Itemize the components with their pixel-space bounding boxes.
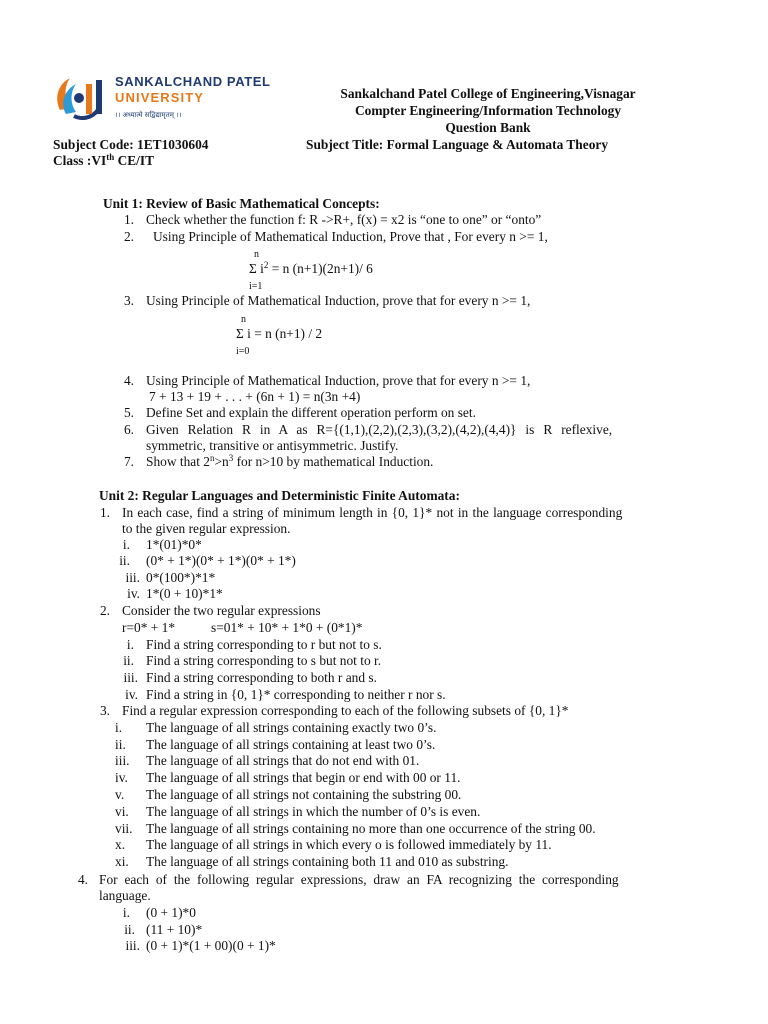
unit1-q6-line2: symmetric, transitive or antisymmetric. Justify. — [146, 438, 399, 453]
unit2-q1-item-text: 1*(0 + 10)*1* — [146, 586, 223, 601]
unit1-title: Unit 1: Review of Basic Mathematical Concepts: — [103, 196, 380, 211]
unit2-q3-number: 3. — [99, 703, 110, 718]
unit2-q4-item-text: (11 + 10)* — [146, 922, 203, 937]
unit2-q3-item-text: The language of all strings that begin or end with 00 or 11. — [146, 770, 461, 785]
class-label: Class :VIth CE/IT — [53, 152, 155, 168]
unit2-q2-item-number: iv. — [125, 687, 138, 702]
unit2-q1-item-number: i. — [122, 537, 130, 552]
logo-name-line2: UNIVERSITY — [115, 90, 205, 105]
unit2-q3-item-text: The language of all strings containing no more than one occurrence of the string 00. — [146, 821, 596, 836]
unit2-q4-number: 4. — [77, 872, 88, 887]
unit1-q5-number: 5. — [123, 405, 134, 420]
unit2-q2-text: Consider the two regular expressions — [122, 603, 321, 618]
unit2-q2-item-text: Find a string in {0, 1}* corresponding to neither r nor s. — [146, 687, 446, 702]
unit1-q4-number: 4. — [123, 373, 134, 388]
unit2-q1-line2: to the given regular expression. — [122, 521, 291, 536]
unit2-q2-item-number: i. — [126, 637, 134, 652]
unit2-q4-line1: For each of the following regular expressions, draw an FA recognizing the corresponding — [99, 872, 619, 887]
unit2-q3-item-text: The language of all strings in which every o is followed immediately by 11. — [146, 837, 552, 852]
unit2-q2-r: r=0* + 1* — [122, 620, 176, 635]
unit1-q2-number: 2. — [123, 229, 134, 244]
unit1-q3-sum: Σ i = n (n+1) / 2 — [236, 326, 323, 341]
unit2-q1-item-text: 1*(01)*0* — [146, 537, 202, 552]
logo-emblem-icon — [52, 70, 114, 126]
unit2-q4-item-text: (0 + 1)*(1 + 00)(0 + 1)* — [146, 938, 276, 953]
unit2-q3-item-number: iv. — [115, 770, 128, 785]
unit2-q1-item-text: 0*(100*)*1* — [146, 570, 216, 585]
unit2-q3-item-text: The language of all strings in which the number of 0’s is even. — [146, 804, 481, 819]
unit1-q7-text: Show that $2^n>n^3$ for n>10 by mathematical Induction. — [146, 453, 434, 469]
unit2-q1-line1: In each case, find a string of minimum length in {0, 1}* not in the language corresponding — [122, 505, 623, 520]
unit2-q2-number: 2. — [99, 603, 110, 618]
unit1-q5-text: Define Set and explain the different operation perform on set. — [146, 405, 476, 420]
unit2-q1-item-number: iv. — [127, 586, 140, 601]
unit2-title: Unit 2: Regular Languages and Deterministic Finite Automata: — [99, 488, 460, 503]
unit1-q3-sum-top: n — [241, 314, 246, 325]
document-type: Question Bank — [445, 120, 531, 135]
department-name: Compter Engineering/Information Technology — [354, 103, 622, 118]
unit2-q2-item-number: iii. — [123, 670, 138, 685]
unit2-q3-item-number: i. — [115, 720, 123, 735]
unit1-q3-sum-bottom: i=0 — [236, 346, 250, 357]
unit1-q6-line1: Given Relation R in A as R={(1,1),(2,2),(2,3),(3,2),(4,2),(4,4)} is R reflexive, — [146, 422, 613, 437]
unit2-q4-item-number: ii. — [124, 922, 135, 937]
unit2-q2-s: s=01* + 10* + 1*0 + (0*1)* — [211, 620, 363, 635]
unit2-q2-item-text: Find a string corresponding to r but not to s. — [146, 637, 382, 652]
college-name: Sankalchand Patel College of Engineering,Visnagar — [340, 86, 636, 101]
unit1-q2-sum-bottom: i=1 — [249, 281, 263, 292]
unit2-q1-item-number: iii. — [125, 570, 140, 585]
unit1-q4-expression: 7 + 13 + 19 + . . . + (6n + 1) = n(3n +4) — [149, 389, 361, 404]
unit2-q3-item-text: The language of all strings containing at least two 0’s. — [146, 737, 436, 752]
unit1-q7-number: 7. — [123, 454, 134, 469]
unit2-q3-item-text: The language of all strings containing both 11 and 010 as substring. — [146, 854, 509, 869]
unit1-q2-sum-top: n — [254, 249, 259, 260]
unit2-q3-item-number: v. — [115, 787, 125, 802]
unit2-q1-item-number: ii. — [119, 553, 130, 568]
unit2-q2-item-text: Find a string corresponding to s but not to r. — [146, 653, 382, 668]
subject-code: Subject Code: 1ET1030604 — [53, 137, 209, 152]
unit2-q3-item-text: The language of all strings containing exactly two 0’s. — [146, 720, 437, 735]
subject-title: Subject Title: Formal Language & Automata Theory — [306, 137, 609, 152]
unit1-q2-text: Using Principle of Mathematical Induction, Prove that , For every n >= 1, — [153, 229, 548, 244]
unit2-q3-text: Find a regular expression corresponding to each of the following subsets of {0, 1}* — [122, 703, 569, 718]
unit2-q2-item-number: ii. — [123, 653, 134, 668]
unit1-q2-sum: Σ $i^2 = n$ (n+1)(2n+1)/ 6 — [249, 260, 373, 276]
unit2-q3-item-number: vii. — [115, 821, 133, 836]
unit1-q3-text: Using Principle of Mathematical Induction, prove that for every n >= 1, — [146, 293, 531, 308]
unit2-q3-item-text: The language of all strings not containing the substring 00. — [146, 787, 462, 802]
unit2-q1-item-text: (0* + 1*)(0* + 1*)(0* + 1*) — [146, 553, 296, 568]
unit1-q1-text: Check whether the function f: R ->R+, f(x) = x2 is “one to one” or “onto” — [146, 212, 542, 227]
unit1-q4-text: Using Principle of Mathematical Induction, prove that for every n >= 1, — [146, 373, 531, 388]
unit2-q3-item-number: ii. — [115, 737, 126, 752]
unit2-q3-item-number: x. — [115, 837, 126, 852]
unit2-q2-item-text: Find a string corresponding to both r and s. — [146, 670, 377, 685]
unit2-q4-item-number: i. — [122, 905, 130, 920]
logo-name-line1: SANKALCHAND PATEL — [115, 74, 271, 89]
unit2-q4-item-text: (0 + 1)*0 — [146, 905, 196, 920]
unit2-q3-item-number: vi. — [115, 804, 129, 819]
unit2-q4-line2: language. — [99, 888, 151, 903]
logo-motto: ।। अध्यात्मे सद्विद्यामृतम् ।। — [115, 111, 182, 119]
unit2-q3-item-text: The language of all strings that do not end with 01. — [146, 753, 420, 768]
unit1-q6-number: 6. — [123, 422, 134, 437]
unit1-q3-number: 3. — [123, 293, 134, 308]
unit2-q3-item-number: iii. — [115, 753, 130, 768]
unit2-q1-number: 1. — [99, 505, 110, 520]
unit2-q4-item-number: iii. — [125, 938, 140, 953]
unit2-q3-item-number: xi. — [115, 854, 129, 869]
unit1-q1-number: 1. — [123, 212, 134, 227]
